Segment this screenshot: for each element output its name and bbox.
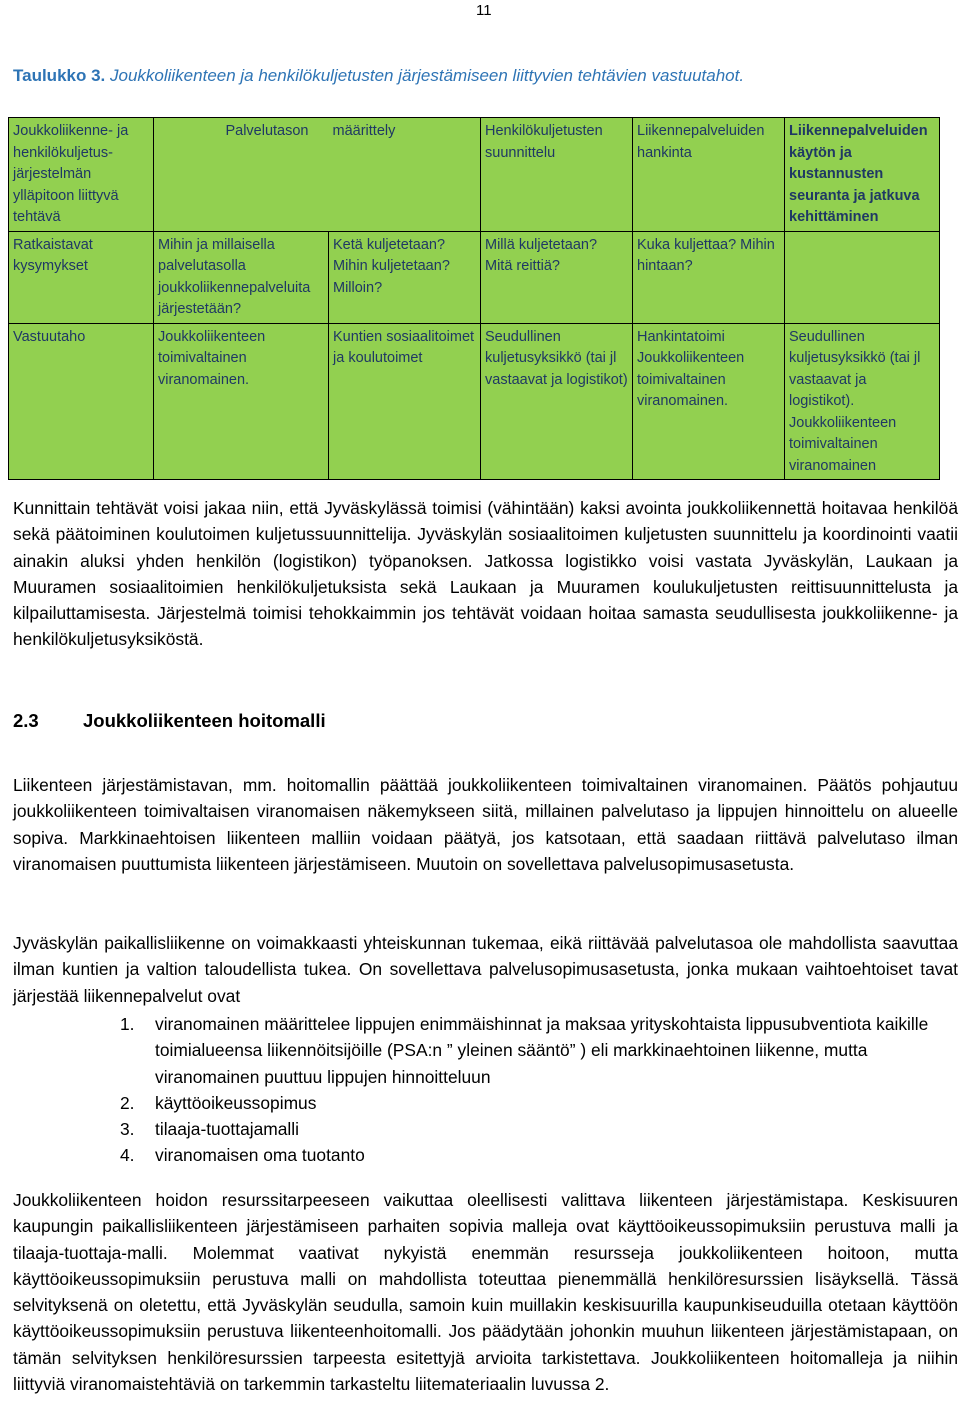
list-item [13,1116,958,1142]
responsibility-table [8,117,940,480]
list-number: 3. [120,1119,135,1140]
table-cell: Ratkaistavat kysymykset [9,231,154,323]
paragraph: Joukkoliikenteen hoidon resurssitarpeeseen vaikuttaa oleellisesti valittava liikenteen järjestämistapa. Keskisuuren kaupungin paikallisliikenteen järjestämiseen parhaiten sopivia malleja ovat käyttöoikeussopimuksiin perustuva malli ja tilaaja-tuottaja-malli. Molemmat vaativat nykyistä enemmän resursseja joukkoliikenteen hoitoon, mutta käyttöoikeussopimuksiin perustuva malli on mahdollista toteuttaa pienemmällä henkilöresurssien lisäyksellä. Tässä selvityksenä on oletettu, että Jyväskylän seudulla, samoin kuin muillakin keskisuurilla kaupunkiseuduilla otetaan käyttöön käyttöoikeussopimuksiin perustuva liikenteenhoitomalli. Jos päädytään johonkin muuhun liikenteen järjestämistapaan, on tämän selvityksen henkilöresurssien tarpeesta esitettyjä arvioita tarkistettava. Joukkoliikenteen hoitomalleja ja niihin liittyviä viranomaistehtäviä on tarkemmin tarkasteltu liitemateriaalin luvussa 2. [13,1190,958,1395]
list-text: tilaaja-tuottajamalli [155,1119,300,1140]
list-text: viranomainen määrittelee lippujen enimmäishinnat ja maksaa yrityskohtaista lippusubventiota kaikille toimialueensa liikennöitsijöille (PSA:n ” yleinen sääntö” ) eli markkinaehtoinen liikenne, mutta viranomainen puuttuu lippujen hinnoitteluun [155,1014,929,1087]
list-item [13,1011,958,1090]
numbered-list [13,1011,958,1169]
table-row [9,118,940,232]
table-row [9,323,940,480]
table-cell: Kuka kuljettaa? Mihin hintaan? [633,231,785,323]
caption-text: Joukkoliikenteen ja henkilökuljetusten järjestämiseen liittyvien tehtävien vastuutahot. [105,66,745,85]
table-cell: Ketä kuljetetaan? Mihin kuljetetaan? Milloin? [329,231,481,323]
table-cell: Henkilökuljetusten suunnittelu [481,118,633,232]
table-cell: Vastuutaho [9,323,154,480]
section-number: 2.3 [13,710,39,731]
table-cell: määrittely [329,118,481,232]
table-cell [785,231,940,323]
table-cell: Kuntien sosiaalitoimet ja koulutoimet [329,323,481,480]
paragraph: Liikenteen järjestämistavan, mm. hoitomallin päättää joukkoliikenteen toimivaltainen viranomainen. Päätös pohjautuu joukkoliikenteen toimivaltaisen viranomaisen näkemykseen siitä, millainen palvelutaso ja lippujen hinnoittelu on alueelle sopiva. Markkinaehtoisen liikenteen malliin voidaan päätyä, jos katsotaan, että saadaan riittävä palvelutaso ilman viranomaisen puuttumista liikenteen järjestämiseen. Muutoin on sovellettava palvelusopimusasetusta. [13,775,958,874]
section-heading [13,710,326,732]
list-item [13,1142,958,1168]
caption-label: Taulukko 3. [13,66,106,85]
paragraph: Jyväskylän paikallisliikenne on voimakkaasti yhteiskunnan tukemaa, eikä riittävää palvelutasoa ole mahdollista saavuttaa ilman kuntien ja valtion taloudellista tukea. On sovellettava palvelusopimusasetusta, jonka mukaan vaihtoehtoiset tavat järjestää liikennepalvelut ovat [13,933,958,1006]
table-cell: Seudullinen kuljetusyksikkö (tai jl vastaavat ja logistikot). Joukkoliikenteen toimivaltainen viranomainen [785,323,940,480]
table-cell: Joukkoliikenteen toimivaltainen viranomainen. [154,323,329,480]
table-cell: Mihin ja millaisella palvelutasolla joukkoliikennepalveluita järjestetään? [154,231,329,323]
table-cell: Palvelutason [154,118,329,232]
table-caption [13,66,948,86]
section-title: Joukkoliikenteen hoitomalli [83,710,326,731]
list-text: viranomaisen oma tuotanto [155,1145,365,1166]
paragraph: Kunnittain tehtävät voisi jakaa niin, että Jyväskylässä toimisi (vähintään) kaksi avointa joukkoliikennettä hoitavaa henkilöä sekä päätoiminen koulutoimen kuljetussuunnittelija. Jyväskylän sosiaalitoimen kuljetusten suunnittelu ja koordinointi vaatii ainakin aluksi yhden henkilön (logistikon) työpanoksen. Jatkossa logistikko voisi vastata Jyväskylän, Laukaan ja Muuramen sosiaalitoimien henkilökuljetuksista sekä Laukaan ja Muuramen koulukuljetusten reittisuunnittelusta ja kilpailuttamisesta. Järjestelmä toimisi tehokkaimmin jos tehtävät voidaan hoitaa samasta seudullisesta joukkoliikenne- ja henkilökuljetusyksiköstä. [13,498,958,650]
table-cell: Joukkoliikenne- ja henkilökuljetus-järjestelmän ylläpitoon liittyvä tehtävä [9,118,154,232]
list-number: 4. [120,1145,135,1166]
table-cell: Liikennepalveluiden käytön ja kustannusten seuranta ja jatkuva kehittäminen [785,118,940,232]
table-cell: Seudullinen kuljetusyksikkö (tai jl vastaavat ja logistikot) [481,323,633,480]
table-cell: Liikennepalveluiden hankinta [633,118,785,232]
list-text: käyttöoikeussopimus [155,1092,317,1113]
table-cell: Millä kuljetetaan? Mitä reittiä? [481,231,633,323]
list-number: 2. [120,1092,135,1113]
page-number: 11 [476,2,492,19]
list-number: 1. [120,1014,135,1034]
table-row [9,231,940,323]
table-cell: Hankintatoimi Joukkoliikenteen toimivaltainen viranomainen. [633,323,785,480]
list-item [13,1090,958,1116]
